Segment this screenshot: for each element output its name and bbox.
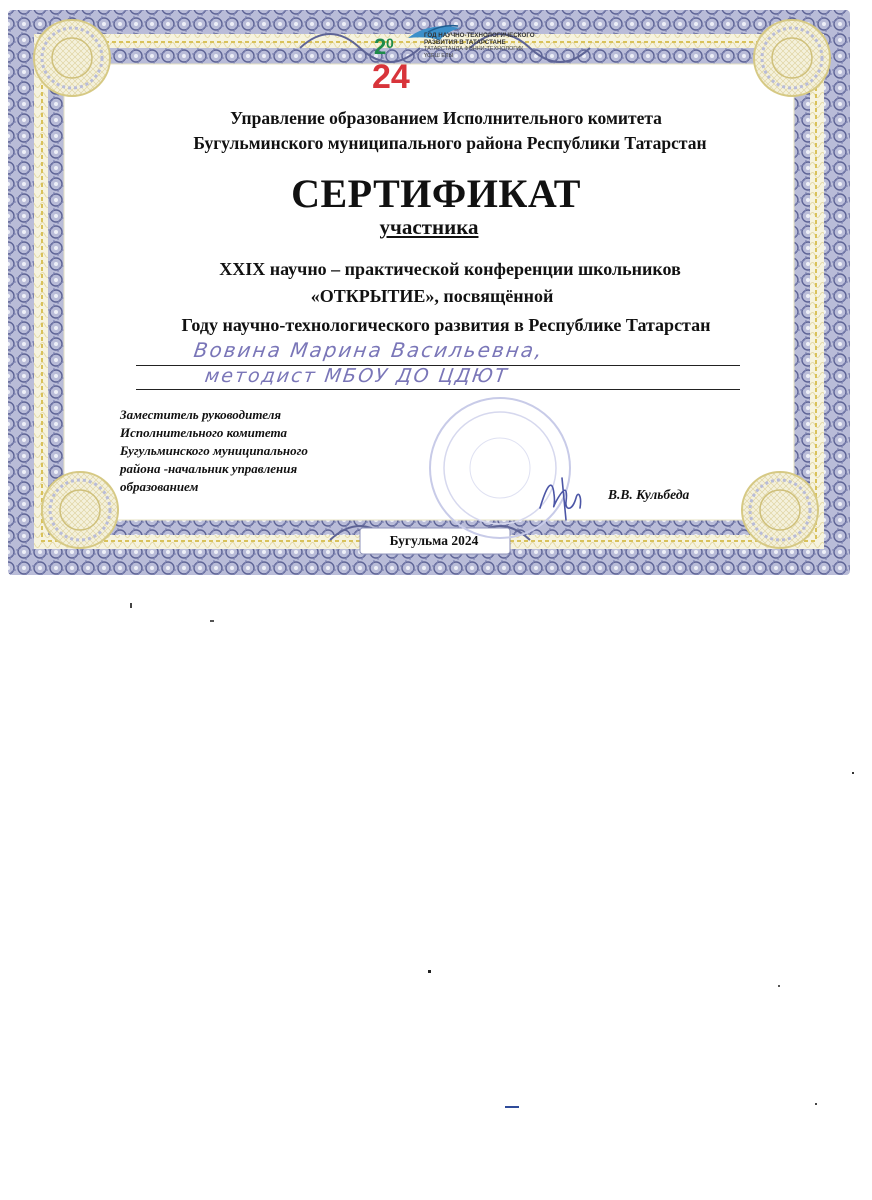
scan-speck [130, 603, 132, 608]
certificate-subtitle-wrap [0, 215, 872, 240]
handwritten-name: Вовина Марина Васильевна, [192, 338, 546, 362]
signatory-line-3: Бугульминского муниципального [120, 443, 308, 458]
signatory-line-2: Исполнительного комитета [120, 425, 288, 440]
svg-text:2: 2 [374, 34, 387, 59]
logo-caption [424, 32, 535, 60]
corner-rosette-top-right [754, 20, 830, 96]
corner-rosette-top-left [34, 20, 110, 96]
logo-line-4: ҮСЕШ ЕЛЫ [424, 53, 454, 59]
scan-speck [852, 772, 854, 774]
logo-line-1: ГОД НАУЧНО-ТЕХНОЛОГИЧЕСКОГО [424, 32, 535, 39]
organization-line-2: Бугульминского муниципального района Республики Татарстан [193, 133, 707, 153]
handwritten-signature [532, 468, 592, 524]
certificate-subtitle: участника [379, 215, 479, 239]
conference-line-2: «ОТКРЫТИЕ», посвящённой [310, 286, 554, 306]
conference-line-1: XXIX научно – практической конференции школьников [219, 259, 681, 279]
scan-speck [428, 970, 431, 973]
handwritten-position: методист МБОУ ДО ЦДЮТ [203, 365, 510, 387]
certificate [0, 0, 872, 580]
signatory-line-1: Заместитель руководителя [120, 407, 282, 422]
position-underline [136, 389, 740, 390]
conference-line-3: Году научно-технологического развития в Республике Татарстан [181, 315, 711, 335]
logo-line-3: ТАТАРСТАНДА ФӘННИ-ТЕХНОЛОГИК [424, 46, 524, 52]
organization-line-1: Управление образованием Исполнительного комитета [230, 108, 662, 128]
place-year: Бугульма 2024 [389, 533, 479, 548]
certificate-title: СЕРТИФИКАТ [291, 171, 581, 216]
signatory-title [120, 406, 308, 496]
svg-text:24: 24 [372, 58, 410, 96]
logo-line-2: РАЗВИТИЯ В ТАТАРСТАНЕ [424, 39, 506, 46]
svg-text:0: 0 [386, 35, 394, 51]
scan-speck [210, 620, 214, 622]
signatory-line-5: образованием [120, 479, 199, 494]
signatory-name: В.В. Кульбеда [608, 487, 690, 502]
scan-speck [815, 1103, 817, 1105]
scan-speck [505, 1106, 519, 1108]
scan-speck [778, 985, 780, 987]
place-year-wrap [0, 533, 872, 549]
signatory-line-4: района -начальник управления [120, 461, 298, 476]
